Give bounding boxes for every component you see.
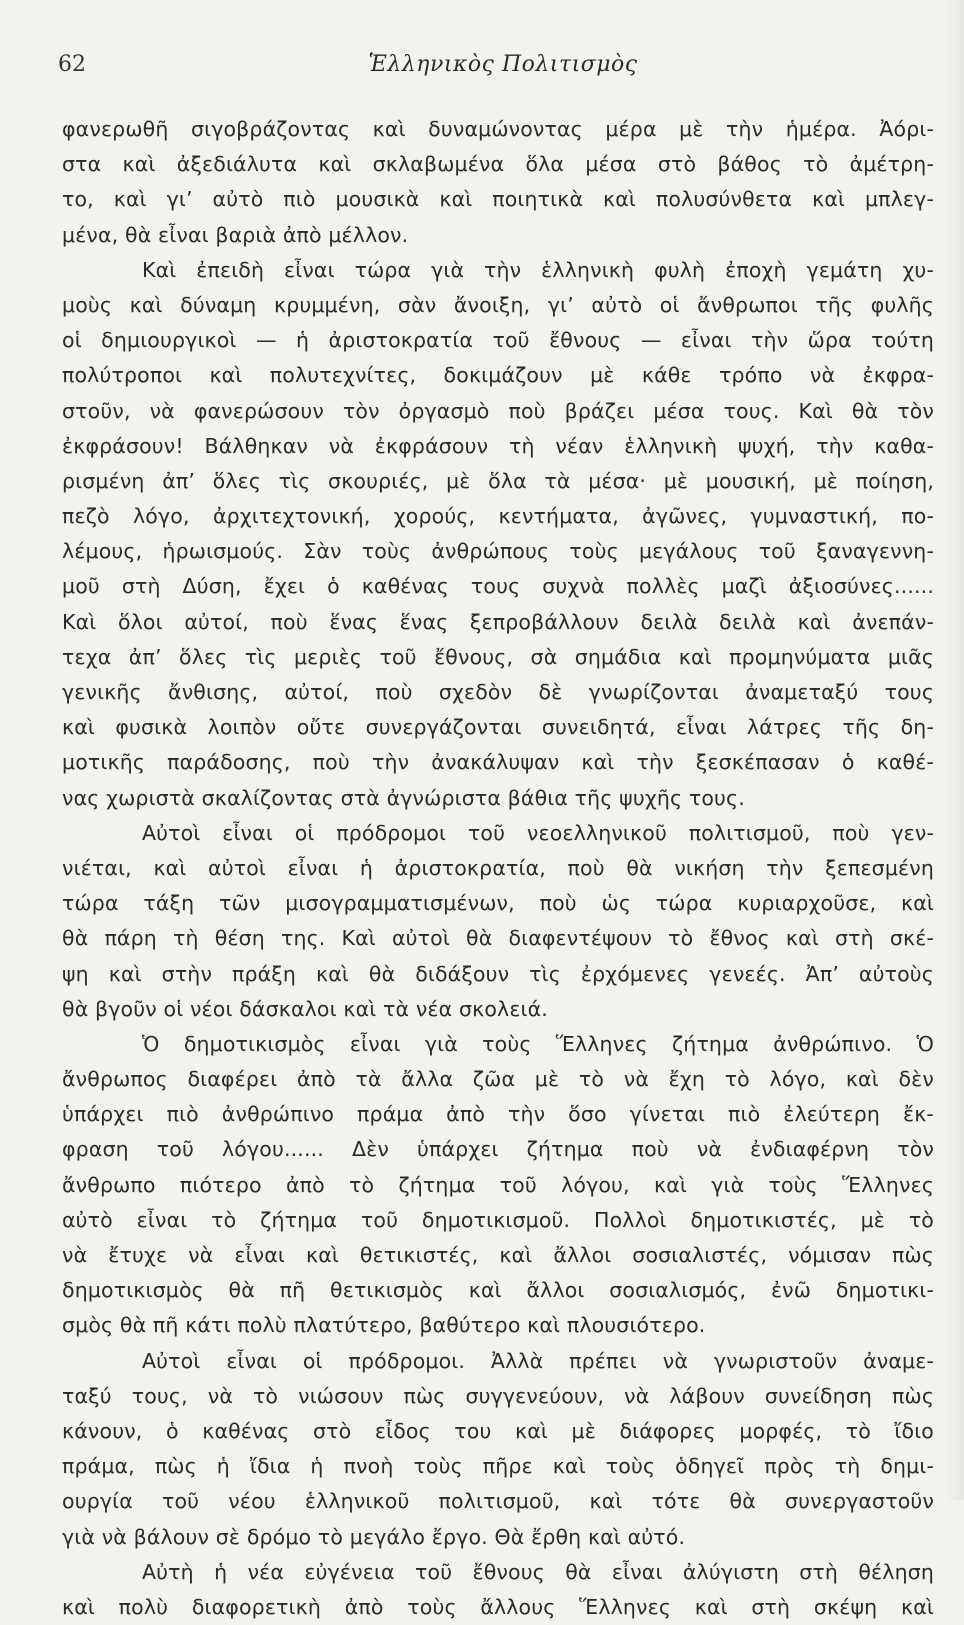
- text-line: ἐκφράσουν! Βάλθηκαν νὰ ἐκφράσουν τὴ νέαν ἑλληνικὴ ψυχή, τὴν καθα-: [62, 433, 934, 458]
- text-line: ἄνθρωπο πιότερο ἀπὸ τὸ ζήτημα τοῦ λόγου, καὶ γιὰ τοὺς Ἕλληνες: [62, 1172, 934, 1197]
- text-line: γενικῆς ἄνθισης, αὐτοί, ποὺ σχεδὸν δὲ γνωρίζονται ἀναμεταξύ τους: [62, 680, 934, 704]
- text-line: Ὁ δημοτικισμὸς εἶναι γιὰ τοὺς Ἕλληνες ζήτημα ἀνθρώπινο. Ὁ: [142, 1031, 934, 1056]
- text-line: ἄνθρωπος διαφέρει ἀπὸ τὰ ἄλλα ζῶα μὲ τὸ νὰ ἔχη τὸ λόγο, καὶ δὲν: [62, 1067, 934, 1092]
- text-line: σμὸς θὰ πῆ κάτι πολὺ πλατύτερο, βαθύτερο καὶ πλουσιότερο.: [62, 1313, 706, 1338]
- text-line: τεχα ἀπ’ ὅλες τὶς μεριὲς τοῦ ἔθνους, σὰ σημάδια καὶ προμηνύματα μιᾶς: [62, 644, 934, 669]
- text-line: ουργία τοῦ νέου ἑλληνικοῦ πολιτισμοῦ, καὶ τότε θὰ συνεργαστοῦν: [62, 1489, 934, 1514]
- text-line: μοὺς καὶ δύναμη κρυμμένη, σὰν ἄνοιξη, γι’ αὐτὸ οἱ ἄνθρωποι τῆς φυλῆς: [62, 292, 934, 317]
- text-line: πράμα, πὼς ἡ ἴδια ἡ πνοὴ τοὺς πῆρε καὶ τοὺς ὁδηγεῖ πρὸς τὴ δημι-: [62, 1454, 934, 1479]
- text-line: δημοτικισμὸς θὰ πῆ θετικισμὸς καὶ ἄλλοι σοσιαλισμός, ἐνῶ δημοτικι-: [62, 1278, 934, 1303]
- text-line: Καὶ ἐπειδὴ εἶναι τώρα γιὰ τὴν ἑλληνικὴ φυλὴ ἐποχὴ γεμάτη χυ-: [142, 257, 934, 282]
- text-line: τώρα τάξη τῶν μισογραμματισμένων, ποὺ ὡς τώρα κυριαρχοῦσε, καὶ: [62, 891, 934, 916]
- text-line: νιέται, καὶ αὐτοὶ εἶναι ἡ ἀριστοκρατία, ποὺ θὰ νικήση τὴν ξεπεσμένη: [62, 855, 934, 880]
- text-line: νας χωριστὰ σκαλίζοντας στὰ ἀγνώριστα βάθια τῆς ψυχῆς τους.: [62, 785, 745, 810]
- running-title: Ἑλληνικὸς Πολιτισμὸς: [368, 52, 638, 77]
- text-line: θὰ βγοῦν οἱ νέοι δάσκαλοι καὶ τὰ νέα σκολειά.: [62, 996, 548, 1021]
- text-line: γιὰ νὰ βάλουν σὲ δρόμο τὸ μεγάλο ἔργο. Θὰ ἔρθη καὶ αὐτό.: [62, 1524, 686, 1549]
- text-line: ταξύ τους, νὰ τὸ νιώσουν πὼς συγγενεύουν, νὰ λάβουν συνείδηση πὼς: [62, 1383, 934, 1408]
- text-line: φανερωθῆ σιγοβράζοντας καὶ δυναμώνοντας μέρα μὲ τὴν ἡμέρα. Ἀόρι-: [62, 117, 934, 141]
- text-line: Αὐτοὶ εἶναι οἱ πρόδρομοι τοῦ νεοελληνικοῦ πολιτισμοῦ, ποὺ γεν-: [142, 820, 934, 845]
- text-line: ψη καὶ στὴν πράξη καὶ θὰ διδάξουν τὶς ἐρχόμενες γενεές. Ἀπ’ αὐτοὺς: [62, 961, 934, 986]
- text-line: καὶ πολὺ διαφορετικὴ ἀπὸ τοὺς ἄλλους Ἕλληνες καὶ στὴ σκέψη καὶ: [62, 1594, 934, 1619]
- text-line: αὐτὸ εἶναι τὸ ζήτημα τοῦ δημοτικισμοῦ. Πολλοὶ δημοτικιστές, μὲ τὸ: [62, 1207, 934, 1232]
- text-line: καὶ φυσικὰ λοιπὸν οὔτε συνεργάζονται συνειδητά, εἶναι λάτρες τῆς δη-: [62, 715, 934, 740]
- text-line: φραση τοῦ λόγου...... Δὲν ὑπάρχει ζήτημα ποὺ νὰ ἐνδιαφέρνη τὸν: [62, 1137, 934, 1162]
- text-line: το, καὶ γι’ αὐτὸ πιὸ μουσικὰ καὶ ποιητικὰ καὶ πολυσύνθετα καὶ μπλεγ-: [62, 187, 934, 212]
- text-line: στοῦν, νὰ φανερώσουν τὸν ὀργασμὸ ποὺ βράζει μέσα τους. Καὶ θὰ τὸν: [62, 398, 934, 423]
- text-line: μένα, θὰ εἶναι βαριὰ ἀπὸ μέλλον.: [62, 222, 409, 247]
- text-line: οἱ δημιουργικοὶ — ἡ ἀριστοκρατία τοῦ ἔθνους — εἶναι τὴν ὥρα τούτη: [62, 328, 934, 353]
- scan-edge-shadow: [946, 0, 964, 1500]
- text-line: λέμους, ἡρωισμούς. Σὰν τοὺς ἀνθρώπους τοὺς μεγάλους τοῦ ξαναγεννη-: [62, 539, 934, 564]
- text-line: Αὐτοὶ εἶναι οἱ πρόδρομοι. Ἀλλὰ πρέπει νὰ γνωριστοῦν ἀναμε-: [142, 1348, 934, 1373]
- text-line: ρισμένη ἀπ’ ὅλες τὶς σκουριές, μὲ ὅλα τὰ μέσα· μὲ μουσική, μὲ ποίηση,: [62, 468, 934, 493]
- page-number: 62: [58, 52, 86, 77]
- page-header: [58, 52, 948, 92]
- text-line: ὑπάρχει πιὸ ἀνθρώπινο πράμα ἀπὸ τὴν ὅσο γίνεται πιὸ ἐλεύτερη ἔκ-: [62, 1102, 934, 1127]
- text-line: στα καὶ ἀξεδιάλυτα καὶ σκλαβωμένα ὅλα μέσα στὸ βάθος τὸ ἀμέτρη-: [62, 152, 934, 177]
- text-line: πολύτροποι καὶ πολυτεχνίτες, δοκιμάζουν μὲ κάθε τρόπο νὰ ἐκφρα-: [62, 363, 934, 388]
- text-line: Αὐτὴ ἡ νέα εὐγένεια τοῦ ἔθνους θὰ εἶναι ἀλύγιστη στὴ θέληση: [142, 1559, 934, 1584]
- text-line: νὰ ἔτυχε νὰ εἶναι καὶ θετικιστές, καὶ ἄλλοι σοσιαλιστές, νόμισαν πὼς: [62, 1243, 934, 1267]
- text-line: Καὶ ὅλοι αὐτοί, ποὺ ἕνας ἕνας ξεπροβάλλουν δειλὰ δειλὰ καὶ ἀνεπάν-: [62, 609, 934, 634]
- text-line: μοῦ στὴ Δύση, ἔχει ὁ καθένας τους συχνὰ πολλὲς μαζὶ ἀξιοσύνες......: [62, 574, 934, 599]
- text-line: μοτικῆς παράδοσης, ποὺ τὴν ἀνακάλυψαν καὶ τὴν ξεσκέπασαν ὁ καθέ-: [62, 750, 934, 775]
- text-line: κάνουν, ὁ καθένας στὸ εἶδος του καὶ μὲ διάφορες μορφές, τὸ ἴδιο: [62, 1418, 934, 1443]
- body-text: [62, 112, 934, 1625]
- text-line: πεζὸ λόγο, ἀρχιτεχτονική, χορούς, κεντήματα, ἀγῶνες, γυμναστική, πο-: [62, 504, 934, 529]
- text-line: θὰ πάρη τὴ θέση της. Καὶ αὐτοὶ θὰ διαφεντέψουν τὸ ἔθνος καὶ στὴ σκέ-: [62, 926, 934, 951]
